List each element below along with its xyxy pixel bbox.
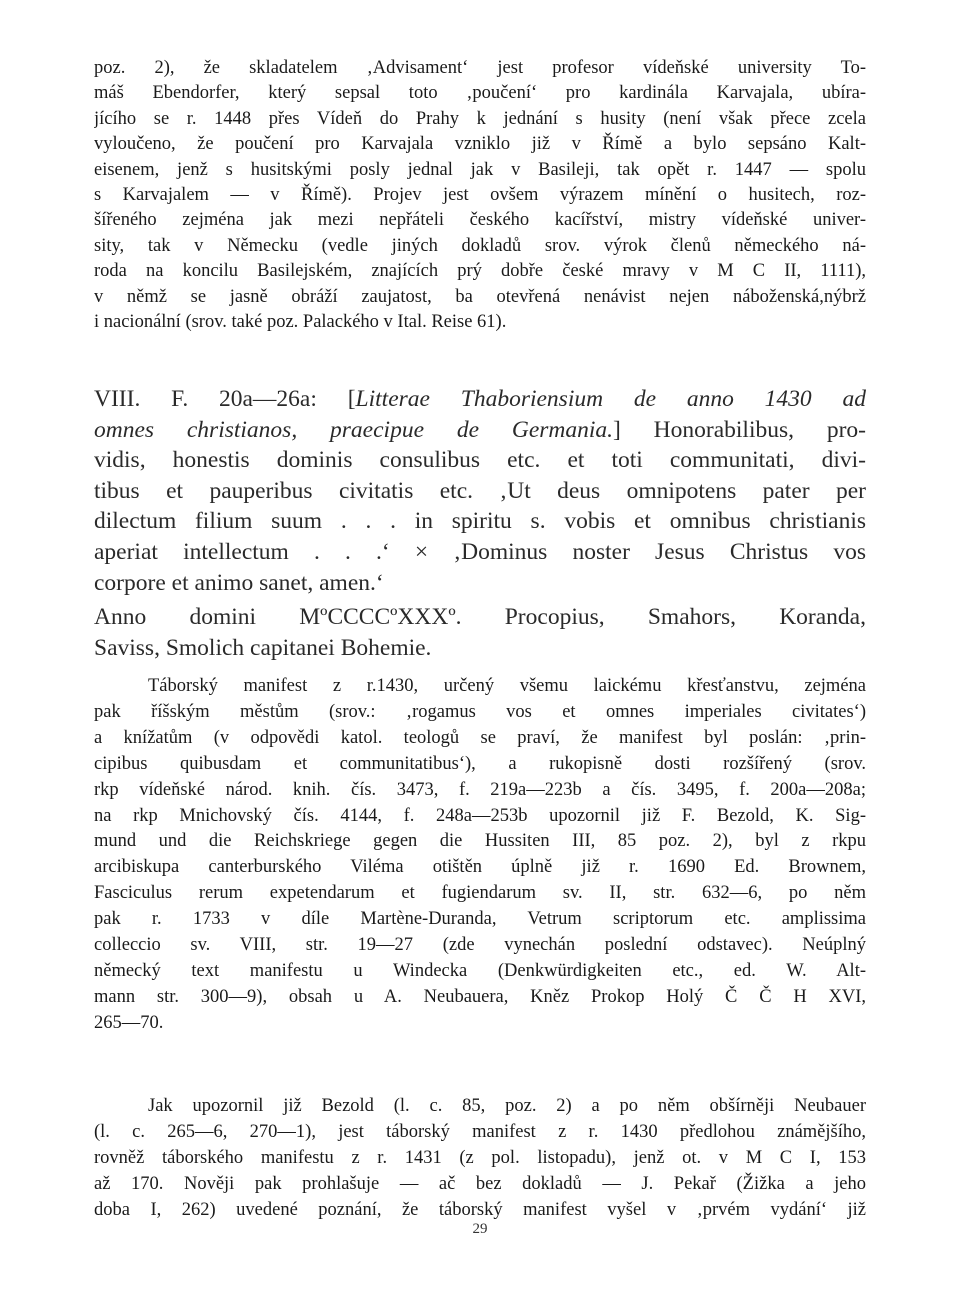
text-line: arcibiskupa canterburského Viléma otištěn úplně již r. 1690 Ed. Brownem, xyxy=(94,857,866,878)
text-line: máš Ebendorfer, který sepsal toto ‚poučení‘ pro kardinála Karvajala, ubíra- xyxy=(94,83,866,104)
entry-line: Saviss, Smolich capitanei Bohemie. xyxy=(94,634,432,661)
entry-line: aperiat intellectum . . .‘ × ‚Dominus noster Jesus Christus vos xyxy=(94,538,866,565)
text-line: cipibus quibusdam et communitatibus‘), a rukopisně dosti rozšířený (srov. xyxy=(94,753,866,774)
continuation-paragraph xyxy=(94,56,866,335)
entry-line: Anno domini MºCCCCºXXXº. Procopius, Smahors, Koranda, xyxy=(94,604,866,630)
text-line: pak říšským městům (srov.: ‚rogamus vos et omnes imperiales civitates‘) xyxy=(94,701,866,722)
entry-heading-line-2 xyxy=(94,415,866,446)
text-line: roda na koncilu Basilejském, znajících prý dobře české mravy v M C II, 1111), xyxy=(94,261,866,282)
entry-dating xyxy=(94,602,866,663)
text-line: šířeného zejména jak mezi nepřáteli českého kacířství, mistry vídeňské univer- xyxy=(94,210,866,231)
text-line: mann str. 300—9), obsah u A. Neubauera, Kněz Prokop Holý Č Č H XVI, xyxy=(94,986,866,1007)
text-line: pak r. 1733 v díle Martène-Duranda, Vetrum scriptorum etc. amplissima xyxy=(94,909,866,930)
text-line: v němž se jasně obráží zaujatost, ba otevřená nenávist nejen náboženská,nýbrž xyxy=(94,286,866,307)
page-number: 29 xyxy=(472,1221,488,1237)
text-line: mund und die Reichskriege gegen die Hussiten III, 85 poz. 2), byl z rkpu xyxy=(94,831,866,852)
text-line: vyloučeno, že poučení pro Karvajala vzniklo již v Římě a bylo sepsáno Kalt- xyxy=(94,134,866,155)
entry-reference: VIII. F. 20a—26a: [ xyxy=(94,386,356,412)
text-line: rovněž táborského manifestu z r. 1431 (z pol. listopadu), jenž ot. v M C I, 153 xyxy=(94,1147,866,1168)
entry-line: tibus et pauperibus civitatis etc. ‚Ut deus omnipotens pater per xyxy=(94,477,866,504)
entry-title-italic: Litterae Thaboriensium de anno 1430 ad xyxy=(355,386,866,412)
entry-line: dilectum filium suum . . . in spiritu s. vobis et omnibus christianis xyxy=(94,508,866,535)
text-line: jícího se r. 1448 přes Vídeň do Prahy k jednání s husity (není však přece zcela xyxy=(94,108,866,129)
text-line: na rkp Mnichovský čís. 4144, f. 248a—253b upozornil již F. Bezold, K. Sig- xyxy=(94,805,866,826)
text-line: a knížatům (v odpovědi katol. teologů se praví, že manifest byl poslán: ‚prin- xyxy=(94,727,866,748)
entry-heading-line-1 xyxy=(94,384,866,415)
entry-line: vidis, honestis dominis consulibus etc. et toti communitati, divi- xyxy=(94,447,866,474)
text-line: 265—70. xyxy=(94,1012,164,1033)
text-line: (l. c. 265—6, 270—1), jest táborský manifest z r. 1430 předlohou známějšího, xyxy=(94,1121,866,1142)
text-line: s Karvajalem — v Římě). Projev jest ovšem výrazem mínění o husitech, roz- xyxy=(94,185,866,206)
entry-line: corpore et animo sanet, amen.‘ xyxy=(94,569,384,596)
text-line: Táborský manifest z r.1430, určený všemu laickému křesťanstvu, zejména xyxy=(148,676,866,696)
text-line: colleccio sv. VIII, str. 19—27 (zde vynechán poslední odstavec). Neúplný xyxy=(94,935,866,956)
text-line: rkp vídeňské národ. knih. čís. 3473, f. 219a—223b a čís. 3495, f. 200a—208a; xyxy=(94,779,866,800)
text-line: doba I, 262) uvedené poznání, že táborský manifest vyšel v ‚prvém vydání‘ již xyxy=(94,1199,866,1220)
entry-incipit: ] Honorabilibus, pro- xyxy=(613,416,866,443)
text-line: Fasciculus rerum expetendarum et fugiendarum sv. II, str. 632—6, po něm xyxy=(94,883,866,904)
entry-heading xyxy=(94,384,866,598)
text-line: německý text manifestu u Windecka (Denkwürdigkeiten etc., ed. W. Alt- xyxy=(94,960,866,981)
text-line: i nacionální (srov. také poz. Palackého v Ital. Reise 61). xyxy=(94,312,507,333)
commentary-paragraph xyxy=(94,674,866,1037)
text-line: eisenem, jenž s husitskými posly jednal jak v Basileji, tak opět r. 1447 — spolu xyxy=(94,159,866,180)
entry-title-italic: omnes christianos, praecipue de Germania. xyxy=(94,416,614,443)
text-line: poz. 2), že skladatelem ‚Advisament‘ jest profesor vídeňské university To- xyxy=(94,58,866,78)
text-line: sity, tak v Německu (vedle jiných dokladů srov. výrok členů německého ná- xyxy=(94,235,866,256)
text-line: až 170. Nověji pak prohlašuje — ač bez dokladů — J. Pekař (Žižka a jeho xyxy=(94,1173,866,1194)
commentary-paragraph xyxy=(94,1094,866,1224)
text-line: Jak upozornil již Bezold (l. c. 85, poz. 2) a po něm obšírněji Neubauer xyxy=(148,1096,866,1116)
